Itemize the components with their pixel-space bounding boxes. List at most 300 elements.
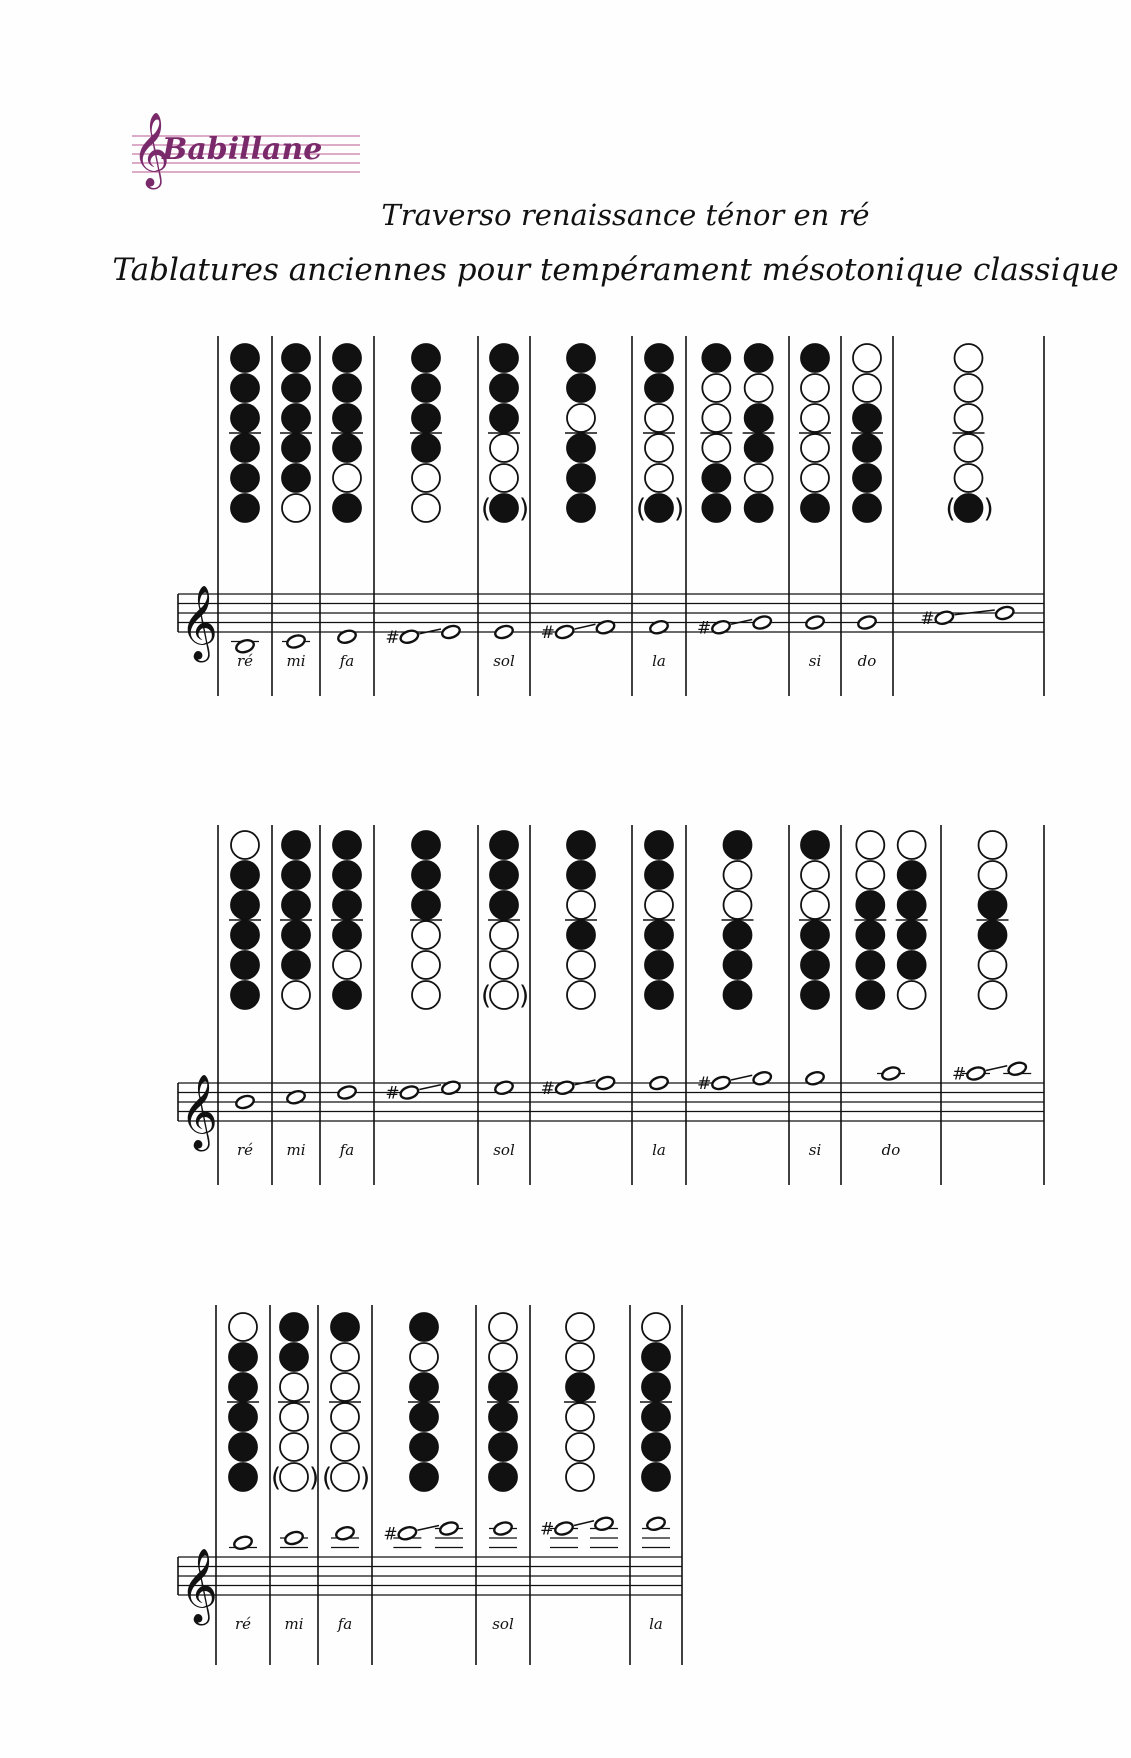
closed-hole bbox=[490, 831, 518, 859]
open-hole bbox=[955, 404, 983, 432]
closed-hole bbox=[489, 1463, 517, 1491]
closed-hole bbox=[642, 1373, 670, 1401]
open-hole bbox=[280, 1403, 308, 1431]
open-hole bbox=[567, 404, 595, 432]
closed-hole bbox=[642, 1433, 670, 1461]
whole-note bbox=[1007, 1061, 1028, 1077]
closed-hole bbox=[724, 831, 752, 859]
open-hole bbox=[282, 494, 310, 522]
optional-hole-bracket: ) bbox=[360, 1463, 371, 1493]
whole-note bbox=[857, 614, 878, 630]
closed-hole bbox=[645, 951, 673, 979]
sharp-sign: # bbox=[697, 1074, 712, 1094]
fingering-cell bbox=[854, 831, 927, 1159]
closed-hole bbox=[231, 494, 259, 522]
open-hole bbox=[898, 831, 926, 859]
whole-note bbox=[337, 629, 358, 645]
closed-hole bbox=[724, 981, 752, 1009]
closed-hole bbox=[333, 494, 361, 522]
closed-hole bbox=[898, 921, 926, 949]
closed-hole bbox=[567, 494, 595, 522]
closed-hole bbox=[410, 1433, 438, 1461]
optional-hole-bracket: ) bbox=[309, 1463, 320, 1493]
open-hole bbox=[331, 1373, 359, 1401]
open-hole bbox=[410, 1343, 438, 1371]
fingering-cell bbox=[697, 831, 772, 1094]
sharp-sign: # bbox=[952, 1064, 967, 1085]
open-hole bbox=[282, 981, 310, 1009]
note-name-label: fa bbox=[339, 1141, 355, 1159]
fingering-row-1 bbox=[0, 336, 1131, 696]
closed-hole bbox=[745, 344, 773, 372]
whole-note bbox=[646, 1516, 667, 1532]
closed-hole bbox=[702, 344, 730, 372]
closed-hole bbox=[333, 891, 361, 919]
whole-note bbox=[554, 1520, 575, 1536]
whole-note bbox=[711, 1075, 732, 1091]
closed-hole bbox=[229, 1373, 257, 1401]
closed-hole bbox=[853, 404, 881, 432]
closed-hole bbox=[333, 404, 361, 432]
fingering-cell bbox=[799, 831, 831, 1159]
closed-hole bbox=[853, 464, 881, 492]
closed-hole bbox=[955, 494, 983, 522]
sharp-sign: # bbox=[540, 1519, 555, 1540]
fingering-cell bbox=[643, 831, 675, 1159]
open-hole bbox=[801, 891, 829, 919]
closed-hole bbox=[801, 344, 829, 372]
open-hole bbox=[566, 1313, 594, 1341]
open-hole bbox=[333, 464, 361, 492]
open-hole bbox=[567, 981, 595, 1009]
open-hole bbox=[702, 434, 730, 462]
optional-hole-bracket: ) bbox=[519, 494, 530, 524]
open-hole bbox=[955, 344, 983, 372]
closed-hole bbox=[645, 831, 673, 859]
note-name-label: ré bbox=[236, 1141, 254, 1159]
closed-hole bbox=[282, 921, 310, 949]
closed-hole bbox=[898, 861, 926, 889]
whole-note bbox=[805, 1070, 826, 1086]
open-hole bbox=[412, 981, 440, 1009]
whole-note bbox=[934, 610, 955, 626]
fingering-cell bbox=[385, 831, 461, 1104]
fingering-cell bbox=[481, 831, 529, 1159]
sharp-sign: # bbox=[385, 627, 400, 648]
open-hole bbox=[801, 374, 829, 402]
sharp-sign: # bbox=[540, 1078, 555, 1099]
note-name-label: mi bbox=[286, 652, 306, 670]
note-name-label: ré bbox=[236, 652, 254, 670]
closed-hole bbox=[702, 494, 730, 522]
closed-hole bbox=[898, 891, 926, 919]
closed-hole bbox=[333, 831, 361, 859]
sharp-sign: # bbox=[385, 1083, 400, 1104]
fingering-cell bbox=[636, 344, 684, 670]
whole-note bbox=[286, 1089, 307, 1105]
closed-hole bbox=[853, 434, 881, 462]
treble-clef-icon: 𝄞 bbox=[180, 586, 218, 660]
babillane-logo bbox=[132, 113, 360, 196]
whole-note bbox=[493, 1520, 514, 1536]
note-name-label: sol bbox=[493, 1141, 515, 1159]
open-hole bbox=[566, 1343, 594, 1371]
page-subtitle: Tablatures anciennes pour tempérament mésotonique classique bbox=[112, 252, 1119, 288]
closed-hole bbox=[745, 494, 773, 522]
closed-hole bbox=[231, 981, 259, 1009]
closed-hole bbox=[567, 831, 595, 859]
open-hole bbox=[724, 891, 752, 919]
closed-hole bbox=[333, 981, 361, 1009]
closed-hole bbox=[412, 344, 440, 372]
fingering-cell bbox=[952, 831, 1031, 1085]
tie-mark bbox=[575, 624, 596, 629]
whole-note bbox=[399, 1084, 420, 1100]
closed-hole bbox=[410, 1373, 438, 1401]
closed-hole bbox=[412, 434, 440, 462]
optional-hole-bracket: ( bbox=[636, 494, 647, 524]
tie-mark bbox=[986, 1066, 1007, 1071]
open-hole bbox=[489, 1343, 517, 1371]
closed-hole bbox=[490, 494, 518, 522]
open-hole bbox=[645, 891, 673, 919]
open-hole bbox=[702, 404, 730, 432]
open-hole bbox=[801, 404, 829, 432]
open-hole bbox=[801, 464, 829, 492]
closed-hole bbox=[331, 1313, 359, 1341]
fingering-cell bbox=[229, 831, 261, 1159]
closed-hole bbox=[724, 921, 752, 949]
open-hole bbox=[898, 981, 926, 1009]
whole-note bbox=[966, 1065, 987, 1081]
open-hole bbox=[490, 921, 518, 949]
open-hole bbox=[412, 494, 440, 522]
open-hole bbox=[801, 861, 829, 889]
closed-hole bbox=[333, 434, 361, 462]
fingering-row-2 bbox=[0, 825, 1131, 1185]
optional-hole-bracket: ( bbox=[481, 494, 492, 524]
whole-note bbox=[594, 1516, 615, 1532]
closed-hole bbox=[412, 404, 440, 432]
closed-hole bbox=[856, 891, 884, 919]
closed-hole bbox=[333, 344, 361, 372]
closed-hole bbox=[412, 861, 440, 889]
closed-hole bbox=[489, 1373, 517, 1401]
note-name-label: sol bbox=[493, 652, 515, 670]
open-hole bbox=[490, 951, 518, 979]
closed-hole bbox=[282, 464, 310, 492]
closed-hole bbox=[412, 374, 440, 402]
open-hole bbox=[724, 861, 752, 889]
fingering-cell bbox=[280, 831, 312, 1159]
note-name-label: mi bbox=[284, 1615, 304, 1633]
sharp-sign: # bbox=[697, 618, 712, 639]
closed-hole bbox=[282, 891, 310, 919]
whole-note bbox=[752, 1070, 773, 1086]
closed-hole bbox=[645, 344, 673, 372]
closed-hole bbox=[567, 921, 595, 949]
open-hole bbox=[567, 951, 595, 979]
closed-hole bbox=[410, 1313, 438, 1341]
open-hole bbox=[231, 831, 259, 859]
closed-hole bbox=[645, 861, 673, 889]
fingering-cell bbox=[541, 831, 616, 1099]
open-hole bbox=[567, 891, 595, 919]
note-name-label: do bbox=[881, 1141, 901, 1159]
closed-hole bbox=[231, 951, 259, 979]
closed-hole bbox=[490, 344, 518, 372]
open-hole bbox=[280, 1373, 308, 1401]
note-name-label: la bbox=[652, 1141, 666, 1159]
closed-hole bbox=[231, 861, 259, 889]
fingering-row-3 bbox=[0, 1305, 1131, 1665]
whole-note bbox=[235, 1094, 256, 1110]
fingering-cell bbox=[799, 344, 831, 670]
optional-hole-bracket: ( bbox=[481, 981, 492, 1011]
fingering-cell bbox=[541, 344, 616, 643]
open-hole bbox=[853, 374, 881, 402]
fingering-cell bbox=[331, 831, 363, 1159]
closed-hole bbox=[567, 374, 595, 402]
treble-clef-icon: 𝄞 bbox=[180, 1549, 218, 1623]
note-name-label: la bbox=[649, 1615, 663, 1633]
open-hole bbox=[955, 464, 983, 492]
whole-note bbox=[711, 619, 732, 635]
whole-note bbox=[494, 1080, 515, 1096]
closed-hole bbox=[745, 434, 773, 462]
whole-note bbox=[399, 629, 420, 645]
closed-hole bbox=[567, 344, 595, 372]
closed-hole bbox=[979, 891, 1007, 919]
open-hole bbox=[229, 1313, 257, 1341]
closed-hole bbox=[979, 921, 1007, 949]
closed-hole bbox=[333, 861, 361, 889]
closed-hole bbox=[229, 1463, 257, 1491]
closed-hole bbox=[853, 494, 881, 522]
open-hole bbox=[979, 981, 1007, 1009]
closed-hole bbox=[229, 1433, 257, 1461]
note-name-label: si bbox=[808, 1141, 822, 1159]
closed-hole bbox=[280, 1313, 308, 1341]
open-hole bbox=[853, 344, 881, 372]
closed-hole bbox=[490, 404, 518, 432]
fingering-cell bbox=[540, 1313, 618, 1548]
open-hole bbox=[645, 464, 673, 492]
closed-hole bbox=[642, 1343, 670, 1371]
closed-hole bbox=[410, 1403, 438, 1431]
closed-hole bbox=[333, 374, 361, 402]
closed-hole bbox=[490, 374, 518, 402]
open-hole bbox=[645, 434, 673, 462]
open-hole bbox=[955, 374, 983, 402]
closed-hole bbox=[645, 921, 673, 949]
open-hole bbox=[412, 464, 440, 492]
whole-note bbox=[881, 1065, 902, 1081]
closed-hole bbox=[801, 921, 829, 949]
open-hole bbox=[856, 861, 884, 889]
whole-note bbox=[595, 1075, 616, 1091]
whole-note bbox=[441, 1080, 462, 1096]
whole-note bbox=[439, 1520, 460, 1536]
whole-note bbox=[649, 1075, 670, 1091]
sharp-sign: # bbox=[383, 1524, 398, 1545]
open-hole bbox=[490, 981, 518, 1009]
optional-hole-bracket: ( bbox=[945, 494, 956, 524]
optional-hole-bracket: ( bbox=[271, 1463, 282, 1493]
fingering-cell bbox=[385, 344, 461, 648]
open-hole bbox=[856, 831, 884, 859]
open-hole bbox=[801, 434, 829, 462]
fingering-cell bbox=[920, 344, 1015, 629]
closed-hole bbox=[282, 404, 310, 432]
closed-hole bbox=[567, 434, 595, 462]
note-name-label: si bbox=[808, 652, 822, 670]
closed-hole bbox=[642, 1463, 670, 1491]
closed-hole bbox=[801, 494, 829, 522]
note-name-label: ré bbox=[234, 1615, 252, 1633]
closed-hole bbox=[856, 951, 884, 979]
whole-note bbox=[649, 619, 670, 635]
whole-note bbox=[233, 1535, 254, 1551]
treble-clef-icon: 𝄞 bbox=[180, 1075, 218, 1149]
open-hole bbox=[566, 1463, 594, 1491]
closed-hole bbox=[856, 981, 884, 1009]
open-hole bbox=[412, 921, 440, 949]
closed-hole bbox=[231, 344, 259, 372]
whole-note bbox=[595, 619, 616, 635]
open-hole bbox=[566, 1403, 594, 1431]
whole-note bbox=[554, 1080, 575, 1096]
closed-hole bbox=[645, 981, 673, 1009]
closed-hole bbox=[645, 374, 673, 402]
open-hole bbox=[331, 1403, 359, 1431]
treble-clef-icon: 𝄞 bbox=[132, 113, 170, 187]
whole-note bbox=[335, 1525, 356, 1541]
closed-hole bbox=[566, 1373, 594, 1401]
open-hole bbox=[280, 1433, 308, 1461]
closed-hole bbox=[856, 921, 884, 949]
logo-text: Babillane bbox=[162, 132, 323, 167]
optional-hole-bracket: ) bbox=[674, 494, 685, 524]
note-name-label: fa bbox=[337, 1615, 353, 1633]
note-name-label: sol bbox=[492, 1615, 514, 1633]
open-hole bbox=[979, 831, 1007, 859]
open-hole bbox=[412, 951, 440, 979]
whole-note bbox=[284, 1530, 305, 1546]
open-hole bbox=[331, 1343, 359, 1371]
optional-hole-bracket: ( bbox=[322, 1463, 333, 1493]
closed-hole bbox=[489, 1403, 517, 1431]
open-hole bbox=[489, 1313, 517, 1341]
open-hole bbox=[490, 434, 518, 462]
open-hole bbox=[566, 1433, 594, 1461]
closed-hole bbox=[282, 861, 310, 889]
closed-hole bbox=[645, 494, 673, 522]
closed-hole bbox=[490, 861, 518, 889]
open-hole bbox=[280, 1463, 308, 1491]
closed-hole bbox=[567, 464, 595, 492]
closed-hole bbox=[801, 951, 829, 979]
note-name-label: do bbox=[857, 652, 877, 670]
whole-note bbox=[994, 605, 1015, 621]
open-hole bbox=[642, 1313, 670, 1341]
closed-hole bbox=[745, 404, 773, 432]
whole-note bbox=[337, 1084, 358, 1100]
whole-note bbox=[805, 614, 826, 630]
note-name-label: fa bbox=[339, 652, 355, 670]
closed-hole bbox=[280, 1343, 308, 1371]
whole-note bbox=[494, 624, 515, 640]
open-hole bbox=[979, 861, 1007, 889]
closed-hole bbox=[231, 374, 259, 402]
fingering-cell bbox=[481, 344, 529, 670]
closed-hole bbox=[724, 951, 752, 979]
closed-hole bbox=[231, 464, 259, 492]
closed-hole bbox=[333, 921, 361, 949]
open-hole bbox=[702, 374, 730, 402]
note-name-label: mi bbox=[286, 1141, 306, 1159]
fingering-cell bbox=[229, 344, 261, 670]
open-hole bbox=[490, 464, 518, 492]
open-hole bbox=[331, 1463, 359, 1491]
closed-hole bbox=[489, 1433, 517, 1461]
closed-hole bbox=[898, 951, 926, 979]
whole-note bbox=[554, 624, 575, 640]
closed-hole bbox=[410, 1463, 438, 1491]
sharp-sign: # bbox=[920, 608, 935, 629]
whole-note bbox=[752, 614, 773, 630]
closed-hole bbox=[282, 951, 310, 979]
closed-hole bbox=[282, 434, 310, 462]
closed-hole bbox=[231, 891, 259, 919]
closed-hole bbox=[231, 404, 259, 432]
fingering-cell bbox=[280, 344, 312, 670]
open-hole bbox=[333, 951, 361, 979]
open-hole bbox=[645, 404, 673, 432]
page-title: Traverso renaissance ténor en ré bbox=[381, 198, 870, 232]
closed-hole bbox=[282, 374, 310, 402]
closed-hole bbox=[801, 831, 829, 859]
fingering-cell bbox=[331, 344, 363, 670]
closed-hole bbox=[642, 1403, 670, 1431]
whole-note bbox=[286, 633, 307, 649]
closed-hole bbox=[567, 861, 595, 889]
closed-hole bbox=[490, 891, 518, 919]
sharp-sign: # bbox=[540, 623, 555, 643]
note-name-label: la bbox=[652, 652, 666, 670]
open-hole bbox=[745, 374, 773, 402]
closed-hole bbox=[231, 434, 259, 462]
open-hole bbox=[745, 464, 773, 492]
open-hole bbox=[331, 1433, 359, 1461]
optional-hole-bracket: ) bbox=[983, 494, 994, 524]
fingering-cell bbox=[851, 344, 883, 670]
tie-mark bbox=[419, 1085, 441, 1090]
closed-hole bbox=[412, 831, 440, 859]
closed-hole bbox=[282, 831, 310, 859]
closed-hole bbox=[231, 921, 259, 949]
closed-hole bbox=[702, 464, 730, 492]
closed-hole bbox=[229, 1343, 257, 1371]
tie-mark bbox=[574, 1521, 594, 1526]
closed-hole bbox=[801, 981, 829, 1009]
tie-mark bbox=[731, 1075, 752, 1080]
closed-hole bbox=[282, 344, 310, 372]
closed-hole bbox=[412, 891, 440, 919]
open-hole bbox=[979, 951, 1007, 979]
open-hole bbox=[955, 434, 983, 462]
fingering-cell bbox=[383, 1313, 463, 1548]
